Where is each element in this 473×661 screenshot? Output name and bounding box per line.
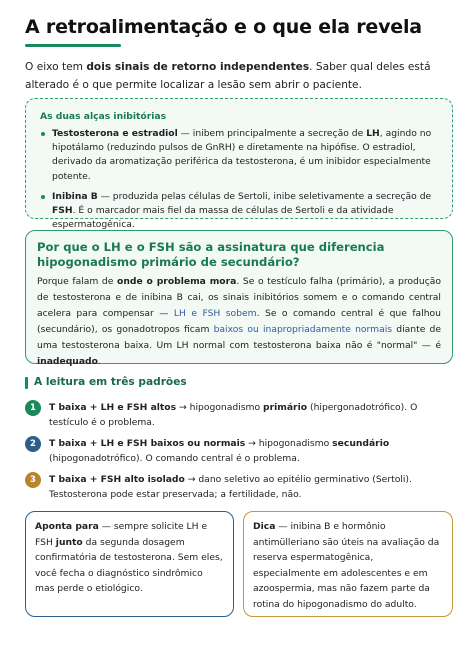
pattern-text-2 bbox=[49, 436, 455, 466]
step-number-1: 1 bbox=[25, 400, 41, 416]
p2-rest: (hipogonadotrófico). O comando central é o problema. bbox=[49, 453, 300, 464]
loops-item-inhibin bbox=[40, 190, 438, 233]
p3-arrow: → dano seletivo ao epitélio germinativo (Sertoli). Testosterona pode estar preservada; a fertilidade, não. bbox=[49, 474, 412, 500]
pattern-text-3 bbox=[49, 472, 455, 502]
loops-item1-t2: , agindo no hipotálamo (reduzindo pulsos de GnRH) e diretamente na hipófise. O estradiol, derivado da aromatização periférica da testosterona, é um inibidor especialmente potente. bbox=[52, 128, 432, 182]
pattern-item-3 bbox=[25, 472, 455, 502]
why-b2: inadequado bbox=[37, 356, 98, 367]
title-underline bbox=[25, 44, 121, 47]
why-lh-fsh-box bbox=[25, 230, 453, 367]
why-box-body bbox=[37, 274, 441, 370]
loops-item1-bold: Testosterona e estradiol bbox=[52, 128, 178, 139]
loops-item2-bold: Inibina B bbox=[52, 190, 98, 202]
loops-item1-b1: LH bbox=[366, 128, 380, 139]
intro-text-2: . Saber qual deles está alterado é o que permite localizar a lesão sem abrir o paciente. bbox=[25, 61, 431, 91]
p2-key: secundário bbox=[332, 438, 390, 449]
why-t2: . Se o testículo falha (primário), a produção de testosterona e de inibina B cai, os sinais inibitórios somem e o comando central acelera para compensar — bbox=[37, 276, 442, 319]
tip-right-bold: Dica bbox=[253, 521, 276, 532]
loops-list bbox=[40, 127, 438, 232]
intro-paragraph bbox=[25, 58, 455, 94]
tip-left-bold: Aponta para bbox=[35, 521, 99, 532]
pattern-item-1 bbox=[25, 400, 455, 430]
p2-arrow: → hipogonadismo bbox=[245, 438, 333, 449]
tip-box-dica bbox=[243, 511, 453, 617]
inhibitory-loops-box bbox=[25, 98, 453, 231]
page-title: A retroalimentação e o que ela revela bbox=[25, 16, 422, 38]
p3-bold: T baixa + FSH alto isolado bbox=[49, 474, 185, 485]
loops-item-testosterone bbox=[40, 127, 438, 184]
why-hl1: LH e FSH sobem bbox=[173, 308, 257, 319]
p1-bold: T baixa + LH e FSH altos bbox=[49, 402, 177, 413]
tip-left-t1: — sempre solicite LH e FSH bbox=[35, 521, 208, 548]
tip-left-b2: junto bbox=[55, 536, 83, 548]
tip-left-t2: da segunda dosagem confirmatória de testosterona. Sem eles, você fecha o diagnóstico sindrômico mas perde o etiológico. bbox=[35, 536, 223, 594]
loops-box-title: As duas alças inibitórias bbox=[40, 111, 167, 122]
loops-item2-t1: — produzida pelas células de Sertoli, inibe seletivamente a secreção de bbox=[97, 190, 432, 202]
why-t4: diante de uma testosterona baixa. Um LH normal com testosterona baixa não é "normal" — é bbox=[37, 324, 442, 351]
p2-bold: T baixa + LH e FSH baixos ou normais bbox=[49, 438, 246, 449]
intro-text-1: O eixo tem bbox=[25, 61, 87, 73]
why-b1: onde o problema mora bbox=[117, 276, 237, 287]
tip-right-t1: — inibina B e hormônio antimülleriano são úteis na avaliação da reserva espermatogênica, especialmente em adolescentes e em azoospermia, mas não fazem parte da rotina do hipogonadismo do adulto. bbox=[253, 521, 440, 610]
pattern-text-1 bbox=[49, 400, 455, 430]
tip-box-points-to bbox=[25, 511, 234, 617]
p1-key: primário bbox=[263, 402, 308, 413]
step-number-3: 3 bbox=[25, 472, 41, 488]
why-hl2: baixos ou inapropriadamente normais bbox=[213, 324, 393, 335]
pattern-item-2 bbox=[25, 436, 455, 466]
loops-item1-t1: — inibem principalmente a secreção de bbox=[177, 128, 367, 139]
intro-bold: dois sinais de retorno independentes bbox=[86, 61, 310, 73]
why-box-title: Por que o LH e o FSH são a assinatura que diferencia hipogonadismo primário de secundário? bbox=[37, 240, 385, 269]
patterns-section-title: A leitura em três padrões bbox=[25, 376, 187, 388]
why-t3: . Se o comando central é que falhou (secundário), os gonadotropos ficam bbox=[37, 308, 442, 335]
loops-item2-b1: FSH bbox=[52, 205, 73, 217]
p1-arrow: → hipogonadismo bbox=[176, 402, 264, 413]
loops-item2-t2: . É o marcador mais fiel da massa de células de Sertoli e da atividade espermatogênica. bbox=[52, 205, 394, 231]
step-number-2: 2 bbox=[25, 436, 41, 452]
p1-rest: (hipergonadotrófico). O testículo é o problema. bbox=[49, 402, 418, 428]
why-t1: Porque falam de bbox=[37, 276, 118, 287]
why-t5: . bbox=[97, 356, 101, 367]
